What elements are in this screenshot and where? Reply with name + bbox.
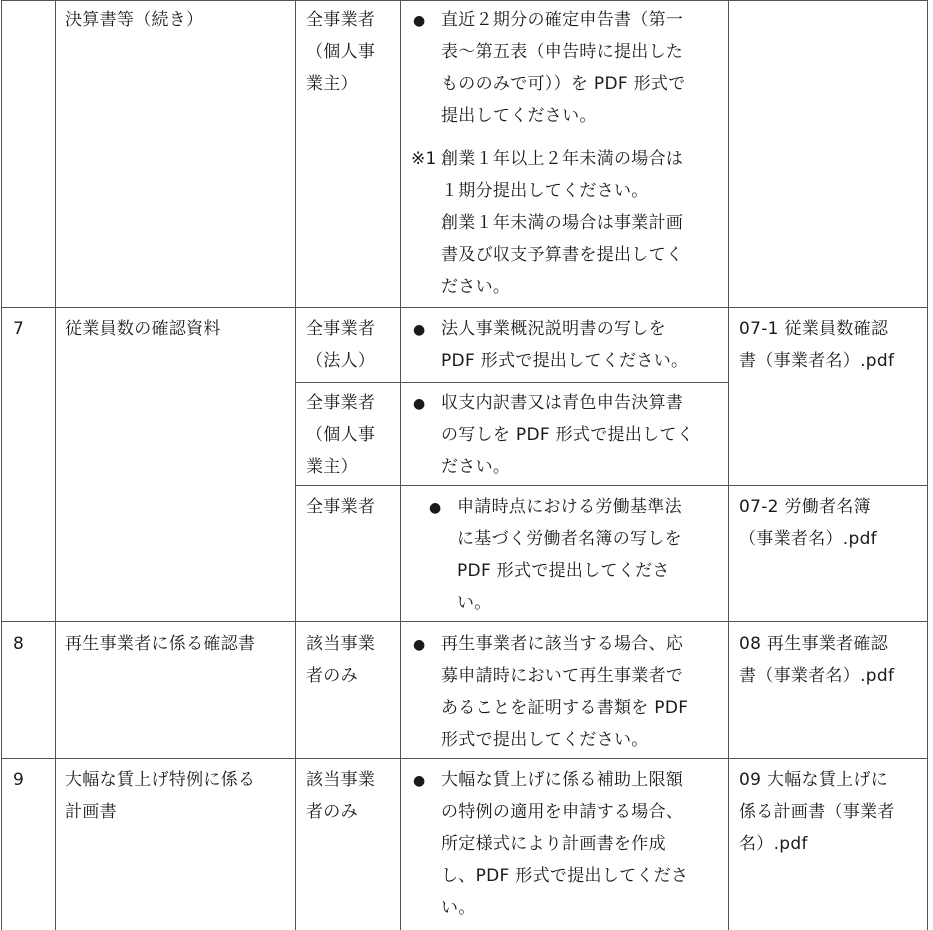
- desc-line: い。: [441, 898, 476, 918]
- note-line: １期分提出してください。: [441, 181, 649, 201]
- desc-line: 大幅な賃上げに係る補助上限額: [441, 770, 684, 790]
- row-border-7b: [295, 382, 728, 383]
- file-line: 09 大幅な賃上げに: [739, 770, 889, 790]
- file-line: 08 再生事業者確認: [739, 634, 889, 654]
- file-line: 07-1 従業員数確認: [739, 319, 889, 339]
- target-cell: [306, 628, 375, 692]
- target-line: （個人事: [306, 425, 376, 445]
- description-cell: [441, 628, 688, 756]
- table-row: [65, 4, 203, 36]
- desc-line: の特例の適用を申請する場合、: [441, 802, 684, 822]
- target-cell: [306, 313, 375, 377]
- item-name: [65, 764, 255, 828]
- desc-line: もののみで可））を PDF 形式で: [441, 74, 686, 94]
- desc-line: 収支内訳書又は青色申告決算書: [441, 393, 684, 413]
- desc-line: PDF 形式で提出してください。: [441, 351, 689, 371]
- file-line: 書（事業者名）.pdf: [739, 351, 895, 371]
- description-cell: [441, 387, 694, 483]
- target-cell: [306, 4, 375, 100]
- desc-line: に基づく労働者名簿の写しを: [457, 529, 682, 549]
- desc-line: 募申請時において再生事業者で: [441, 666, 684, 686]
- file-line: 書（事業者名）.pdf: [739, 666, 895, 686]
- target-line: 全事業者: [306, 319, 376, 339]
- target-line: 全事業者: [306, 497, 376, 517]
- file-name-cell: [739, 628, 894, 692]
- target-line: 業主）: [306, 457, 358, 477]
- row-border-top: [1, 0, 928, 1]
- row-border-8: [1, 621, 928, 622]
- table-border-col3: [400, 0, 401, 930]
- item-line: 大幅な賃上げ特例に係る: [65, 770, 256, 790]
- table-border-col1: [55, 0, 56, 930]
- file-line: （事業者名）.pdf: [739, 529, 877, 549]
- bullet-icon: ●: [413, 637, 426, 653]
- file-line: 係る計画書（事業者: [739, 802, 895, 822]
- bullet-icon: ●: [413, 13, 426, 29]
- desc-line: あることを証明する書類を PDF: [441, 698, 689, 718]
- file-name-cell: [739, 491, 877, 555]
- target-cell: [306, 387, 375, 483]
- note-line: ださい。: [441, 277, 511, 297]
- bullet-icon: ●: [413, 322, 426, 338]
- target-line: （個人事: [306, 42, 376, 62]
- file-line: 07-2 労働者名簿: [739, 497, 871, 517]
- note-text: [441, 143, 683, 303]
- target-cell: [306, 491, 375, 523]
- target-line: 全事業者: [306, 10, 376, 30]
- target-line: 者のみ: [306, 802, 358, 822]
- file-line: 名）.pdf: [739, 834, 808, 854]
- desc-line: 提出してください。: [441, 106, 597, 126]
- table-border-col2: [295, 0, 296, 930]
- description-cell: [441, 313, 688, 377]
- row-number: 9: [13, 770, 25, 790]
- note-mark: ※1: [411, 149, 437, 169]
- desc-line: 法人事業概況説明書の写しを: [441, 319, 666, 339]
- desc-line: 表～第五表（申告時に提出した: [441, 42, 684, 62]
- row-border-9: [1, 758, 928, 759]
- file-name-cell: [739, 313, 894, 377]
- target-line: 該当事業: [306, 770, 376, 790]
- target-line: 該当事業: [306, 634, 376, 654]
- row-number: 8: [13, 634, 25, 654]
- note-line: 書及び収支予算書を提出してく: [441, 245, 684, 265]
- description-cell: [441, 4, 686, 132]
- desc-line: の写しを PDF 形式で提出してく: [441, 425, 695, 445]
- item-name: 決算書等（続き）: [65, 10, 204, 30]
- bullet-icon: ●: [413, 396, 426, 412]
- desc-line: ださい。: [441, 457, 511, 477]
- desc-line: し、PDF 形式で提出してくださ: [441, 866, 689, 886]
- desc-line: 申請時点における労働基準法: [457, 497, 682, 517]
- note-line: 創業１年未満の場合は事業計画: [441, 213, 684, 233]
- row-border-7: [1, 307, 928, 308]
- note-line: 創業１年以上２年未満の場合は: [441, 149, 684, 169]
- target-line: （法人）: [306, 351, 376, 371]
- desc-line: い。: [457, 593, 492, 613]
- row-number: 7: [13, 319, 25, 339]
- desc-line: 所定様式により計画書を作成: [441, 834, 666, 854]
- table-border-right: [927, 0, 928, 930]
- row-border-7c: [295, 485, 928, 486]
- target-line: 業主）: [306, 74, 358, 94]
- target-cell: [306, 764, 375, 828]
- desc-line: 直近２期分の確定申告書（第一: [441, 10, 684, 30]
- item-name: 従業員数の確認資料: [65, 319, 221, 339]
- item-line: 計画書: [65, 802, 117, 822]
- desc-line: 再生事業者に該当する場合、応: [441, 634, 684, 654]
- desc-line: 形式で提出してください。: [441, 730, 649, 750]
- bullet-icon: ●: [413, 773, 426, 789]
- bullet-icon: ●: [429, 500, 442, 516]
- table-border-left: [1, 0, 2, 930]
- target-line: 全事業者: [306, 393, 376, 413]
- item-name: 再生事業者に係る確認書: [65, 634, 256, 654]
- description-cell: [457, 491, 682, 619]
- target-line: 者のみ: [306, 666, 358, 686]
- description-cell: [441, 764, 688, 924]
- file-name-cell: [739, 764, 895, 860]
- desc-line: PDF 形式で提出してくださ: [457, 561, 670, 581]
- table-border-col4: [728, 0, 729, 930]
